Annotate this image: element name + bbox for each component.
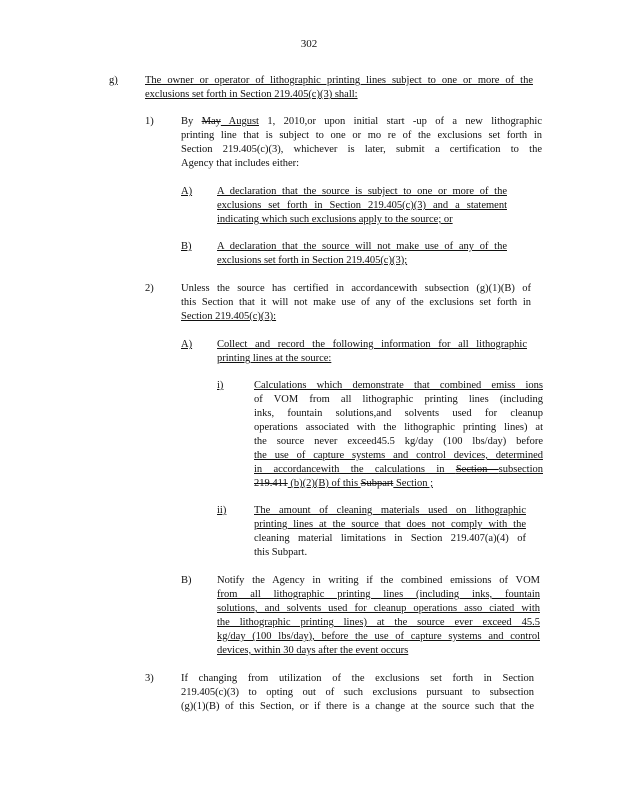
item-label-2B: B) — [181, 575, 192, 586]
item-label-3: 3) — [145, 673, 154, 684]
text-line: 219.405(c)(3) to opting out of such exclusions pursuant to subsection — [181, 687, 534, 698]
paragraph-1 — [181, 115, 542, 171]
text-line: indicating which such exclusions apply to the source; or — [217, 214, 453, 225]
paragraph-2 — [181, 282, 531, 324]
text-line: The owner or operator of lithographic printing lines subject to one or more of the — [145, 75, 533, 86]
deleted-text: 219.411 — [254, 478, 288, 489]
paragraph-2Ai — [254, 379, 543, 491]
inserted-text: Section ; — [393, 478, 433, 489]
paragraph-1A — [217, 185, 507, 227]
text-line — [254, 477, 543, 491]
text-line: (g)(1)(B) of this Section, or if there is a change at the source such that the — [181, 701, 534, 712]
text-line: from all lithographic printing lines (including inks, fountain — [217, 589, 540, 600]
text-line: this Section that it will not make use of any of the exclusions set forth in — [181, 297, 531, 308]
deleted-text: May — [201, 116, 221, 127]
text-line: Notify the Agency in writing if the combined emissions of VOM — [217, 575, 540, 586]
text-line: A declaration that the source is subject to one or more of the — [217, 186, 507, 197]
item-label-1A: A) — [181, 186, 193, 197]
text-line: exclusions set forth in Section 219.405(c)(3); — [217, 255, 408, 266]
text-fragment: (b)(2)(B) of this — [287, 478, 361, 489]
page-number: 302 — [300, 38, 318, 50]
deleted-text: Section — [455, 464, 499, 475]
text-line: Agency that includes either: — [181, 158, 300, 169]
item-label-2A: A) — [181, 339, 193, 350]
text-line: printing line that is subject to one or mo re of the exclusions set forth in — [181, 130, 542, 141]
text-line: printing lines at the source that does not comply with the — [254, 519, 526, 530]
paragraph-2B — [217, 574, 540, 658]
text-line: kg/day (100 lbs/day), before the use of capture systems and control — [217, 631, 540, 642]
text-line: printing lines at the source: — [217, 353, 332, 364]
text-fragment: By — [181, 116, 202, 127]
text-fragment: 1, 2010,or upon initial start -up of a new lithographic — [258, 116, 542, 127]
text-line: A declaration that the source will not make use of any of the — [217, 241, 507, 252]
text-fragment: in accordancewith the calculations in — [254, 464, 456, 475]
paragraph-g — [145, 74, 533, 102]
item-label-2Aii: ii) — [217, 505, 227, 516]
text-line: operations associated with the lithographic printing lines) at — [254, 422, 543, 433]
paragraph-3 — [181, 672, 534, 714]
text-line — [181, 115, 542, 129]
text-line: Unless the source has certified in accordancewith subsection (g)(1)(B) of — [181, 283, 531, 294]
text-line: cleaning material limitations in Section 219.407(a)(4) of — [254, 533, 526, 544]
text-line: the use of capture systems and control devices, determined — [254, 450, 543, 461]
paragraph-1B — [217, 240, 507, 268]
text-line: of VOM from all lithographic printing lines (including — [254, 394, 543, 405]
text-line: The amount of cleaning materials used on lithographic — [254, 505, 526, 516]
text-line: devices, within 30 days after the event occurs — [217, 645, 409, 656]
deleted-text: Subpart — [360, 478, 394, 489]
text-line: Collect and record the following information for all lithographic — [217, 339, 527, 350]
text-line: Calculations which demonstrate that combined emiss ions — [254, 380, 543, 391]
text-line: Section 219.405(c)(3), whichever is later, submit a certification to the — [181, 144, 542, 155]
paragraph-2Aii — [254, 504, 526, 560]
paragraph-2A — [217, 338, 527, 366]
text-line: this Subpart. — [254, 547, 308, 558]
text-line: solutions, and solvents used for cleanup operations asso ciated with — [217, 603, 540, 614]
text-line: Section 219.405(c)(3): — [181, 311, 277, 322]
text-line: If changing from utilization of the exclusions set forth in Section — [181, 673, 534, 684]
text-line: inks, fountain solutions,and solvents used for cleanup — [254, 408, 543, 419]
inserted-text: August — [220, 116, 259, 127]
text-line: exclusions set forth in Section 219.405(c)(3) shall: — [145, 89, 358, 100]
inserted-text: subsection — [498, 464, 543, 475]
text-line: exclusions set forth in Section 219.405(c)(3) and a statement — [217, 200, 507, 211]
item-label-2: 2) — [145, 283, 154, 294]
item-label-1B: B) — [181, 241, 192, 252]
section-label-g: g) — [109, 75, 118, 86]
item-label-2Ai: i) — [217, 380, 224, 391]
text-line — [254, 463, 543, 477]
text-line: the source never exceed45.5 kg/day (100 lbs/day) before — [254, 436, 543, 447]
item-label-1: 1) — [145, 116, 154, 127]
text-line: the lithographic printing lines) at the source ever exceed 45.5 — [217, 617, 540, 628]
